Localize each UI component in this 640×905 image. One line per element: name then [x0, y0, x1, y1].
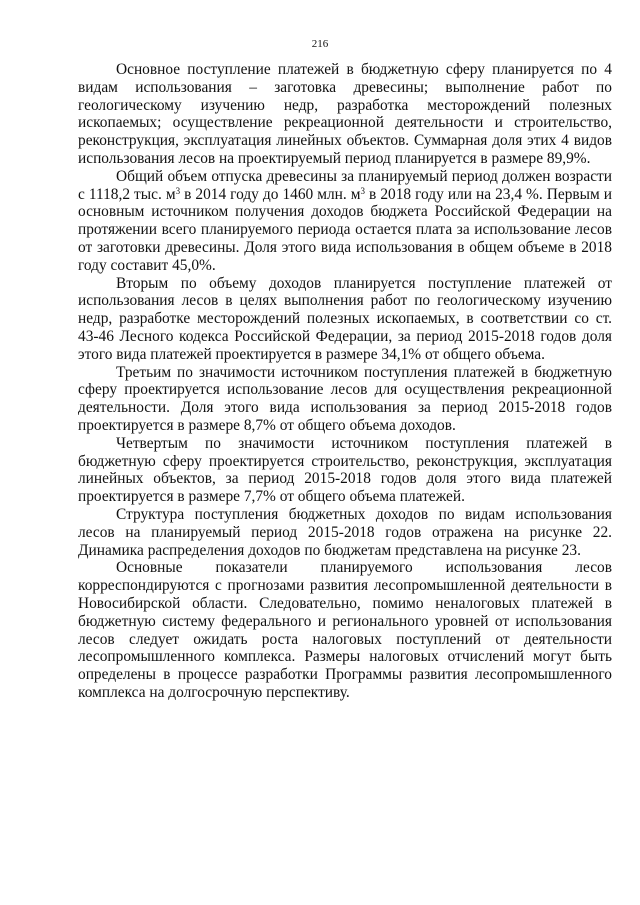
- body-text: [78, 61, 612, 702]
- paragraph-linear-objects-income: Четвертым по значимости источником поступления платежей в бюджетную сферу проектируется строительство, реконструкция, эксплуатация линейных объектов, за период 2015-2018 годов доля этого вида платежей проектируется в размере 7,7% от общего объема платежей.: [78, 434, 612, 506]
- paragraph-recreation-income: Третьим по значимости источником поступления платежей в бюджетную сферу проектируется использование лесов для осуществления рекреационной деятельности. Доля этого вида использования за период 2015-2018 годов проектируется в размере 8,7% от общего объема доходов.: [78, 363, 612, 434]
- paragraph-figure-references: Структура поступления бюджетных доходов по видам использования лесов на планируемый период 2015-2018 годов отражена на рисунке 22. Динамика распределения доходов по бюджетам представлена на рисунке 23.: [78, 505, 612, 559]
- timber-volume-text-1: Общий объем отпуска древесины за планируемый период должен возрасти с 1118,2 тыс. м: [78, 167, 612, 203]
- timber-volume-text-2: в 2014 году до 1460 млн. м: [180, 185, 361, 203]
- timber-volume-text-3: в 2018 году или на 23,4 %. Первым и основным источником получения доходов бюджета Российской Федерации на протяжении всего планируемого периода остается плата за использование лесов от заготовки древесины. Доля этого вида использования в общем объеме в 2018 году составит 45,0%.: [78, 185, 612, 274]
- paragraph-geology-income: Вторым по объему доходов планируется поступление платежей от использования лесов в целях выполнения работ по геологическому изучению недр, разработке месторождений полезных ископаемых, в соответствии со ст. 43-46 Лесного кодекса Российской Федерации, за период 2015-2018 годов доля этого вида платежей проектируется в размере 34,1% от общего объема.: [78, 274, 612, 363]
- page-number: 216: [311, 38, 329, 50]
- paragraph-payments-overview: Основное поступление платежей в бюджетную сферу планируется по 4 видам использования – заготовка древесины; выполнение работ по геологическому изучению недр, разработка месторождений полезных ископаемых; осуществление рекреационной деятельности и строительство, реконструкция, эксплуатация линейных объектов. Суммарная доля этих 4 видов использования лесов на проектируемый период планируется в размере 89,9%.: [78, 61, 612, 167]
- paragraph-timber-volume: [78, 168, 612, 275]
- cubic-superscript-1: 3: [175, 185, 181, 196]
- paragraph-forest-industry-forecast: Основные показатели планируемого использования лесов корреспондируются с прогнозами развития лесопромышленной деятельности в Новосибирской области. Следовательно, помимо неналоговых платежей в бюджетную систему федерального и регионального уровней от использования лесов следует ожидать роста налоговых поступлений от деятельности лесопромышленного комплекса. Размеры налоговых отчислений могут быть определены в процессе разработки Программы развития лесопромышленного комплекса на долгосрочную перспективу.: [78, 559, 612, 701]
- cubic-superscript-2: 3: [360, 185, 366, 196]
